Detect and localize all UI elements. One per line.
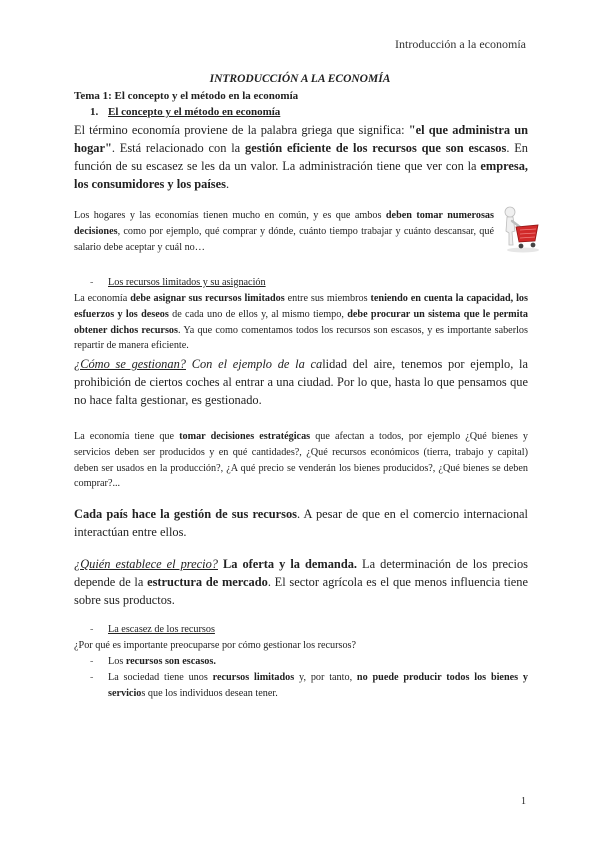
section-title: El concepto y el método en economía bbox=[108, 106, 281, 118]
text-run: . El sector agrícola es el que menos influencia tiene sobre sus productos. bbox=[74, 575, 529, 607]
bold-run: deben tomar numerosas decisiones bbox=[74, 210, 494, 237]
bold-run: estructura de mercado bbox=[147, 575, 268, 589]
text-run: . bbox=[225, 177, 230, 191]
question-run: ¿Quién establece el precio? bbox=[74, 557, 218, 571]
text-run: Los hogares y las economías tienen mucho en común, y es que ambos bbox=[74, 210, 386, 221]
document-title: INTRODUCCIÓN A LA ECONOMÍA bbox=[209, 73, 391, 85]
bold-run: "el que administra un hogar" bbox=[74, 123, 528, 155]
bold-run: recursos son escasos. bbox=[125, 656, 216, 667]
text-run: . En función de su escasez se les da un valor. La administración tiene que ver con la bbox=[74, 141, 528, 173]
paragraph-why-important: ¿Por qué es importante preocuparse por cómo gestionar los recursos? bbox=[74, 640, 357, 651]
paragraph-strategic-decisions bbox=[74, 429, 528, 492]
bold-run: no puede producir todos los bienes y servicio bbox=[108, 672, 529, 699]
question-run: ¿Cómo se gestionan? bbox=[74, 357, 186, 371]
bold-run: gestión eficiente de los recursos que son escasos bbox=[245, 141, 507, 155]
bullet-dash: - bbox=[90, 656, 94, 667]
text-run: de cada uno de ellos y, al mismo tiempo, bbox=[168, 308, 348, 320]
running-header: Introducción a la economía bbox=[395, 37, 526, 51]
bold-run: Cada país hace la gestión de sus recursos bbox=[74, 507, 297, 521]
bold-run: teniendo en cuenta la capacidad, los esfuerzos y los deseos bbox=[74, 293, 528, 320]
bold-run: debe procurar un sistema que le permita obtener dichos recursos bbox=[74, 308, 528, 336]
paragraph-each-country bbox=[74, 505, 528, 541]
bullet-dash: - bbox=[90, 672, 94, 683]
text-run: que afectan a todos, por ejemplo ¿Qué bienes y servicios deben ser producidos y en qué cantidades?, ¿Qué recursos económicos (tierra, trabajo y capital) deben ser usados en la producción?, ¿A qué precio se venderán los bienes producidos?, ¿Qué bienes se deben comprar?... bbox=[74, 431, 528, 490]
paragraph-who-sets-price bbox=[74, 555, 528, 609]
text-run: La sociedad tiene unos bbox=[108, 672, 213, 683]
paragraph-allocation bbox=[74, 291, 528, 354]
bold-run: debe asignar sus recursos limitados bbox=[130, 293, 285, 304]
bold-run: tomar decisiones estratégicas bbox=[179, 431, 311, 442]
text-run: . Ya que como comentamos todos los recursos son escasos, y es importante saberlos repartir de manera eficiente. bbox=[74, 324, 528, 352]
text-run: , como por ejemplo, qué comprar y dónde, cuánto tiempo trabajar y cuánto descansar, qué salario debe aceptar y cuál no… bbox=[74, 225, 494, 253]
bullet-limited-resources bbox=[90, 275, 266, 291]
text-run: Los bbox=[108, 656, 126, 667]
bold-run: La oferta y la demanda. bbox=[217, 557, 358, 571]
text-run: La economía bbox=[74, 293, 131, 304]
paragraph-how-managed bbox=[74, 355, 528, 409]
text-run: y, por tanto, bbox=[294, 672, 357, 683]
paragraph-definition bbox=[74, 121, 528, 193]
page-number: 1 bbox=[521, 796, 526, 807]
text-run: lidad del aire, tenemos por ejemplo, la prohibición de ciertos coches al entrar a una ciudad. Por lo que, hasta lo que pensamos que no hace falta gestionar, es gestionado. bbox=[74, 357, 528, 407]
bullet-limited-society bbox=[90, 670, 528, 702]
bullet-scarcity bbox=[90, 622, 215, 638]
text-run: El término economía proviene de la palabra griega que significa: bbox=[74, 123, 409, 137]
bold-run: recursos limitados bbox=[212, 672, 295, 683]
paragraph-households bbox=[74, 208, 494, 255]
bullet-dash: - bbox=[90, 624, 94, 635]
text-run: entre sus miembros bbox=[284, 293, 371, 304]
bullet-dash: - bbox=[90, 277, 94, 288]
bold-run: empresa, los consumidores y los países bbox=[74, 159, 528, 191]
bullet-body bbox=[108, 654, 528, 670]
text-run: La economía tiene que bbox=[74, 431, 180, 442]
section-number: 1. bbox=[90, 106, 99, 118]
italic-run: Con el ejemplo de la ca bbox=[185, 357, 323, 371]
topic-heading: Tema 1: El concepto y el método en la economía bbox=[74, 90, 299, 102]
bullet-resources-scarce bbox=[90, 654, 528, 670]
text-run: s que los individuos desean tener. bbox=[141, 687, 278, 699]
bullet-text: Los recursos limitados y su asignación bbox=[108, 277, 266, 288]
text-run: . Está relacionado con la bbox=[111, 141, 245, 155]
bullet-text: La escasez de los recursos bbox=[108, 624, 215, 635]
bullet-body bbox=[108, 670, 528, 702]
text-run: . A pesar de que en el comercio internacional interactúan entre ellos. bbox=[74, 507, 528, 539]
section-heading bbox=[90, 106, 280, 118]
shopping-cart-person-icon bbox=[500, 205, 542, 253]
text-run: La determinación de los precios depende de la bbox=[74, 557, 528, 589]
